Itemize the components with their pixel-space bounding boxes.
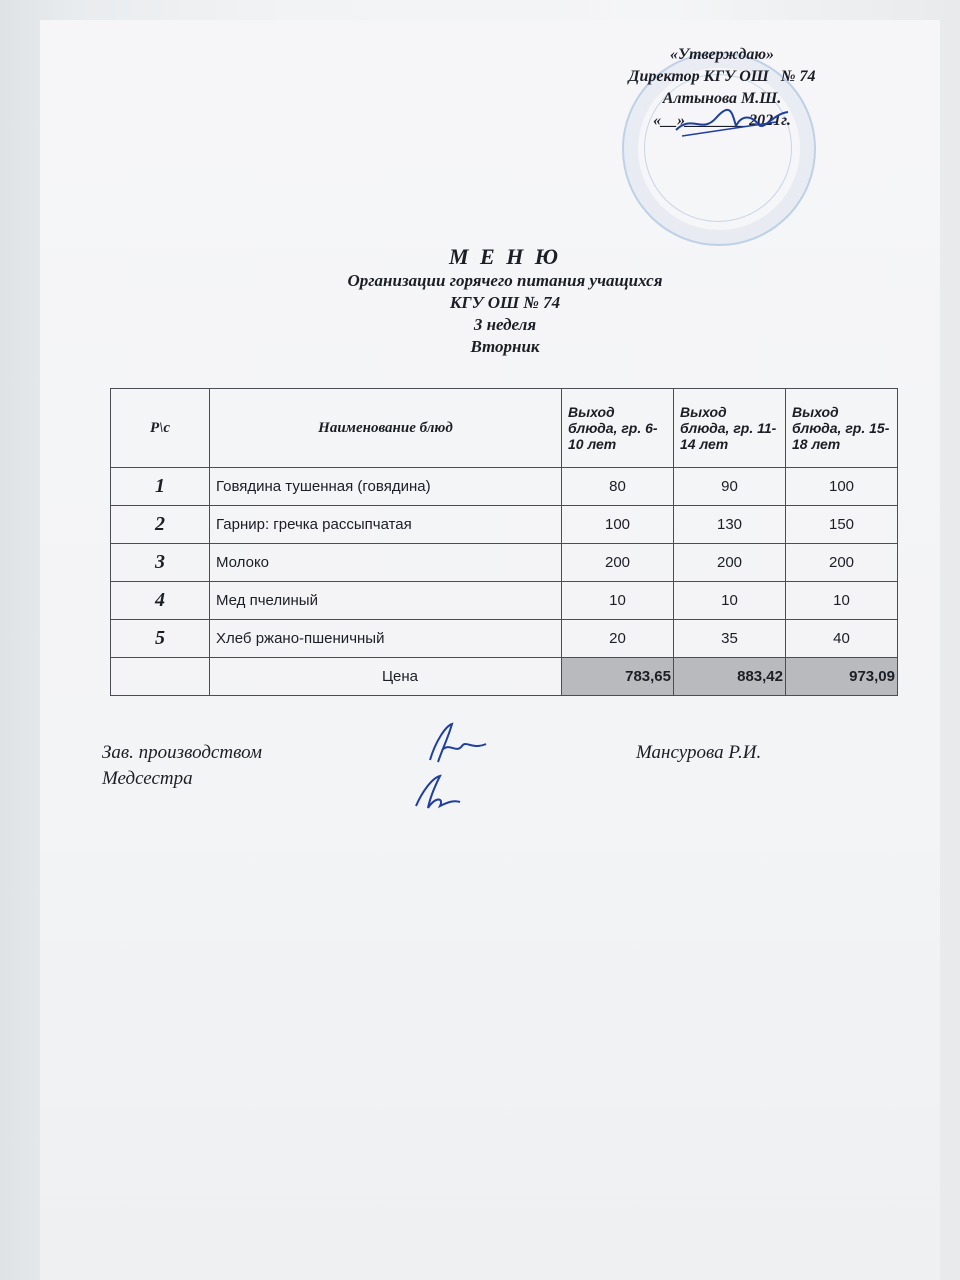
output-11-14: 90	[674, 468, 786, 506]
week-label: 3 неделя	[473, 315, 537, 334]
header-output-15-18: Выход блюда, гр. 15-18 лет	[786, 389, 898, 468]
school-name: КГУ ОШ № 74	[449, 293, 561, 312]
role-nurse: Медсестра	[102, 768, 193, 789]
output-6-10: 80	[562, 468, 674, 506]
header-output-6-10: Выход блюда, гр. 6-10 лет	[562, 389, 674, 468]
director-signature	[672, 104, 792, 144]
header-num: Р\с	[111, 389, 210, 468]
output-11-14: 130	[674, 506, 786, 544]
output-15-18: 200	[786, 544, 898, 582]
production-head-name: Мансурова Р.И.	[636, 742, 762, 763]
output-6-10: 10	[562, 582, 674, 620]
table-row	[111, 468, 898, 506]
output-6-10: 20	[562, 620, 674, 658]
menu-table	[110, 388, 898, 696]
row-number: 5	[111, 620, 210, 658]
table-row	[111, 506, 898, 544]
approval-line-3: Алтынова М.Ш.	[662, 90, 782, 107]
row-number: 3	[111, 544, 210, 582]
dish-name: Хлеб ржано-пшеничный	[210, 620, 562, 658]
output-11-14: 10	[674, 582, 786, 620]
price-label: Цена	[210, 658, 562, 696]
dish-name: Говядина тушенная (говядина)	[210, 468, 562, 506]
output-15-18: 150	[786, 506, 898, 544]
menu-heading: М Е Н Ю	[448, 244, 562, 269]
production-head-signature	[422, 720, 492, 770]
row-number: 4	[111, 582, 210, 620]
dish-name: Молоко	[210, 544, 562, 582]
output-15-18: 10	[786, 582, 898, 620]
table-header-row	[111, 389, 898, 468]
price-11-14: 883,42	[674, 658, 786, 696]
output-11-14: 200	[674, 544, 786, 582]
output-6-10: 200	[562, 544, 674, 582]
price-15-18: 973,09	[786, 658, 898, 696]
dish-name: Мед пчелиный	[210, 582, 562, 620]
output-6-10: 100	[562, 506, 674, 544]
header-output-11-14: Выход блюда, гр. 11-14 лет	[674, 389, 786, 468]
table-row	[111, 544, 898, 582]
price-empty-cell	[111, 658, 210, 696]
header-dish-name: Наименование блюд	[210, 389, 562, 468]
price-row	[111, 658, 898, 696]
row-number: 1	[111, 468, 210, 506]
approval-line-1: «Утверждаю»	[669, 46, 775, 63]
output-15-18: 100	[786, 468, 898, 506]
row-number: 2	[111, 506, 210, 544]
role-production-head: Зав. производством	[102, 742, 262, 763]
nurse-signature	[410, 772, 470, 812]
dish-name: Гарнир: гречка рассыпчатая	[210, 506, 562, 544]
menu-subtitle: Организации горячего питания учащихся	[347, 271, 663, 290]
output-15-18: 40	[786, 620, 898, 658]
output-11-14: 35	[674, 620, 786, 658]
price-6-10: 783,65	[562, 658, 674, 696]
approval-line-2: Директор КГУ ОШ № 74	[628, 68, 816, 85]
table-row	[111, 620, 898, 658]
day-label: Вторник	[470, 337, 540, 356]
table-row	[111, 582, 898, 620]
document-title	[280, 244, 730, 358]
approval-line-4: «__»________2021г.	[653, 112, 791, 129]
